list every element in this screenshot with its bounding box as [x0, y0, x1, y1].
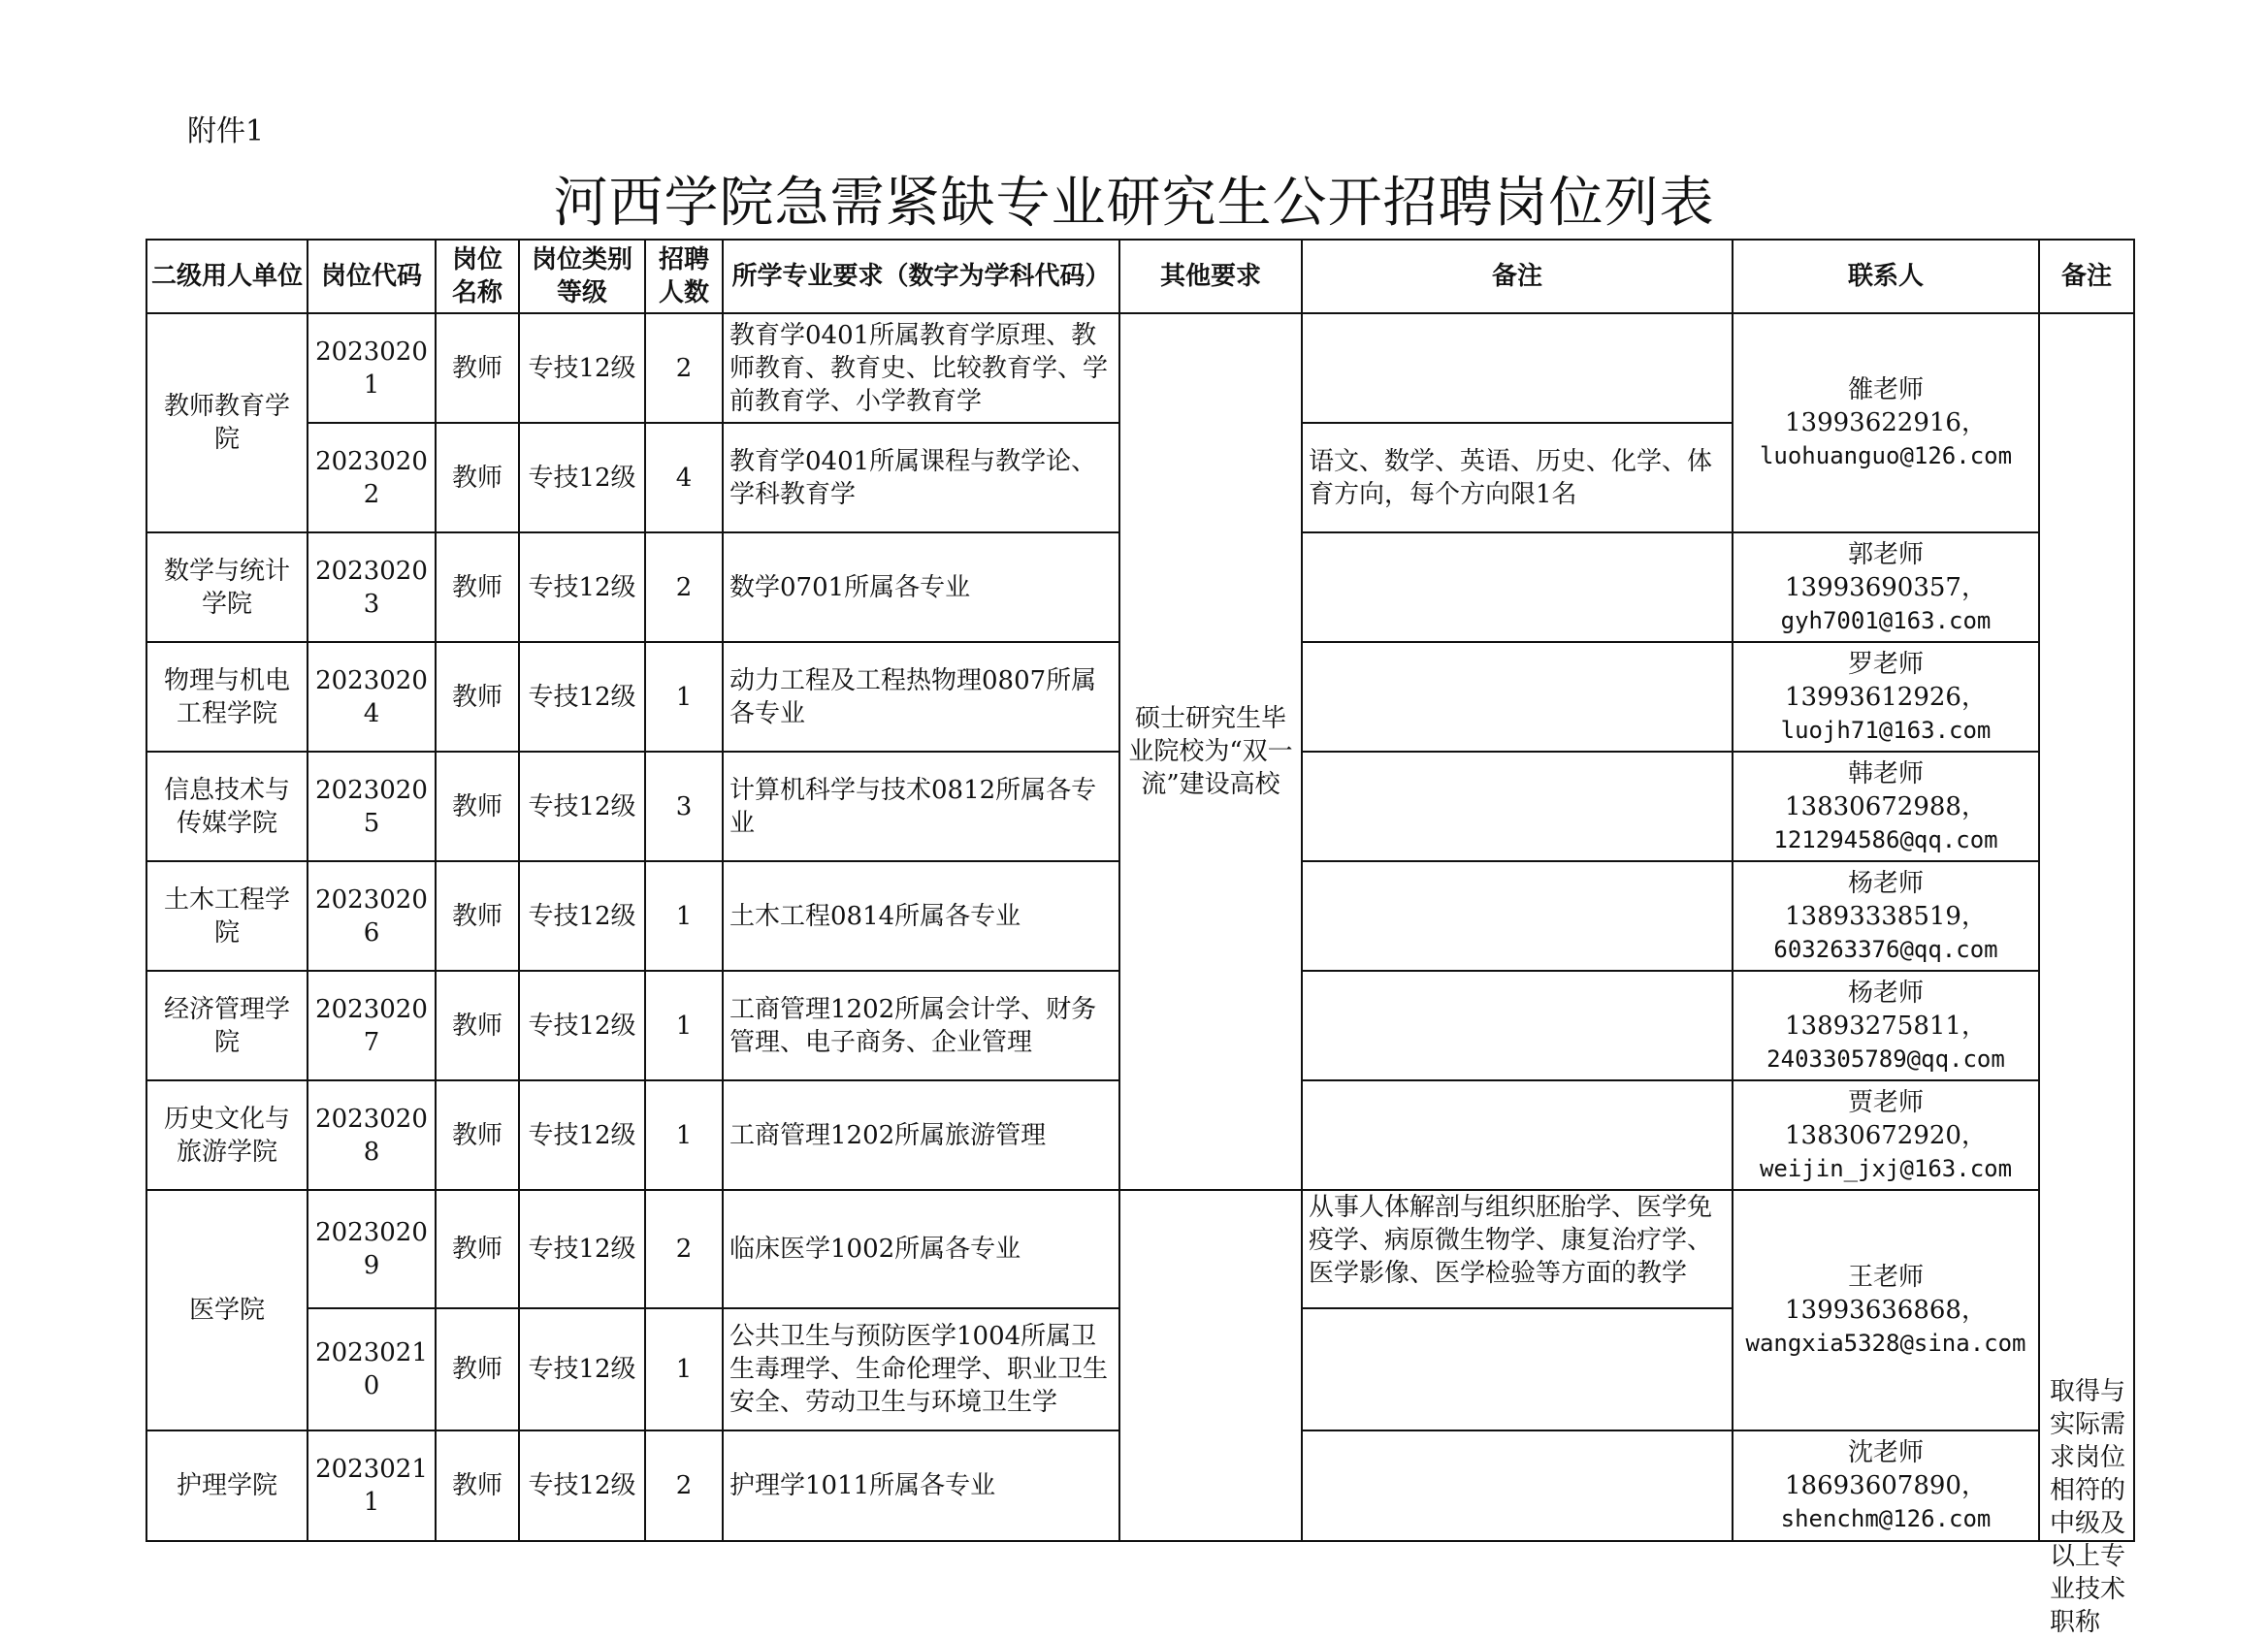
- header-row: [146, 240, 2134, 313]
- code-cell: 20230208: [308, 1080, 436, 1190]
- contact-email: luohuanguo@126.com: [1759, 442, 2013, 469]
- name-cell: 教师: [436, 971, 519, 1080]
- table-row: [146, 1190, 2134, 1308]
- contact-cell: [1733, 532, 2039, 642]
- level-cell: 专技12级: [519, 1190, 645, 1308]
- other-requirement-cell-empty: [1119, 1190, 1302, 1541]
- major-cell: 教育学0401所属教育学原理、教师教育、教育史、比较教育学、学前教育学、小学教育学: [723, 313, 1119, 423]
- contact-cell: [1733, 861, 2039, 971]
- level-cell: 专技12级: [519, 423, 645, 532]
- count-cell: 1: [645, 971, 723, 1080]
- contact-phone: 13993612926，: [1785, 682, 1987, 712]
- remark-text: 取得与实际需求岗位相符的中级及以上专业技术职称: [2050, 1377, 2126, 1637]
- contact-name: 沈老师: [1847, 1438, 1924, 1467]
- name-cell: 教师: [436, 1080, 519, 1190]
- code-cell: 20230210: [308, 1308, 436, 1430]
- code-cell: 20230202: [308, 423, 436, 532]
- contact-phone: 13993622916，: [1785, 408, 1987, 437]
- header-other: 其他要求: [1119, 240, 1302, 313]
- header-code: 岗位代码: [308, 240, 436, 313]
- unit-cell: 经济管理学院: [146, 971, 308, 1080]
- count-cell: 1: [645, 642, 723, 752]
- name-cell: 教师: [436, 642, 519, 752]
- name-cell: 教师: [436, 423, 519, 532]
- major-cell: 临床医学1002所属各专业: [723, 1190, 1119, 1308]
- code-cell: 20230204: [308, 642, 436, 752]
- code-cell: 20230207: [308, 971, 436, 1080]
- note-cell: [1302, 532, 1733, 642]
- count-cell: 1: [645, 861, 723, 971]
- header-major: 所学专业要求（数字为学科代码）: [723, 240, 1119, 313]
- header-level: 岗位类别等级: [519, 240, 645, 313]
- header-contact: 联系人: [1733, 240, 2039, 313]
- major-cell: 土木工程0814所属各专业: [723, 861, 1119, 971]
- name-cell: 教师: [436, 1190, 519, 1308]
- contact-email: shenchm@126.com: [1780, 1505, 1992, 1532]
- name-cell: 教师: [436, 1308, 519, 1430]
- code-cell: 20230203: [308, 532, 436, 642]
- major-cell: 护理学1011所属各专业: [723, 1430, 1119, 1541]
- contact-name: 贾老师: [1847, 1087, 1924, 1117]
- level-cell: 专技12级: [519, 752, 645, 861]
- name-cell: 教师: [436, 313, 519, 423]
- header-count: 招聘人数: [645, 240, 723, 313]
- contact-phone: 13993690357，: [1785, 572, 1987, 602]
- header-remark: 备注: [2039, 240, 2134, 313]
- note-cell: [1302, 642, 1733, 752]
- level-cell: 专技12级: [519, 642, 645, 752]
- contact-phone: 13993636868，: [1785, 1296, 1987, 1325]
- positions-table: [146, 239, 2135, 1637]
- level-cell: 专技12级: [519, 532, 645, 642]
- major-cell: 工商管理1202所属旅游管理: [723, 1080, 1119, 1190]
- contact-phone: 13830672920，: [1785, 1120, 1987, 1150]
- contact-name: 杨老师: [1847, 868, 1924, 898]
- note-cell: [1302, 971, 1733, 1080]
- contact-email: luojh71@163.com: [1780, 716, 1992, 744]
- unit-cell: 历史文化与旅游学院: [146, 1080, 308, 1190]
- contact-cell: [1733, 1430, 2039, 1541]
- unit-cell: 医学院: [146, 1190, 308, 1430]
- contact-phone: 18693607890，: [1785, 1471, 1987, 1500]
- count-cell: 3: [645, 752, 723, 861]
- contact-email: weijin_jxj@163.com: [1759, 1154, 2013, 1182]
- contact-cell: [1733, 1190, 2039, 1430]
- table-row: [146, 313, 2134, 423]
- header-name: 岗位名称: [436, 240, 519, 313]
- code-cell: 20230201: [308, 313, 436, 423]
- contact-name: 韩老师: [1847, 758, 1924, 788]
- code-cell: 20230205: [308, 752, 436, 861]
- contact-email: 121294586@qq.com: [1773, 825, 1998, 853]
- unit-cell: 土木工程学院: [146, 861, 308, 971]
- code-cell: 20230209: [308, 1190, 436, 1308]
- contact-name: 雒老师: [1847, 375, 1924, 404]
- major-cell: 工商管理1202所属会计学、财务管理、电子商务、企业管理: [723, 971, 1119, 1080]
- contact-email: wangxia5328@sina.com: [1745, 1330, 2026, 1357]
- contact-email: 603263376@qq.com: [1773, 935, 1998, 963]
- contact-email: 2403305789@qq.com: [1766, 1044, 2005, 1073]
- contact-phone: 13893275811，: [1785, 1011, 1987, 1041]
- contact-cell: [1733, 313, 2039, 532]
- unit-cell: 护理学院: [146, 1430, 308, 1541]
- unit-cell: 数学与统计学院: [146, 532, 308, 642]
- note-cell: [1302, 1430, 1733, 1541]
- unit-cell: 信息技术与传媒学院: [146, 752, 308, 861]
- name-cell: 教师: [436, 532, 519, 642]
- note-text: 从事人体解剖与组织胚胎学、医学免疫学、病原微生物学、康复治疗学、医学影像、医学检验等方面的教学: [1309, 1193, 1713, 1288]
- contact-cell: [1733, 971, 2039, 1080]
- note-cell: 语文、数学、英语、历史、化学、体育方向，每个方向限1名: [1302, 423, 1733, 532]
- header-unit: 二级用人单位: [146, 240, 308, 313]
- header-note: 备注: [1302, 240, 1733, 313]
- note-cell: [1302, 1190, 1733, 1308]
- contact-cell: [1733, 642, 2039, 752]
- note-cell: [1302, 1308, 1733, 1430]
- name-cell: 教师: [436, 1430, 519, 1541]
- count-cell: 4: [645, 423, 723, 532]
- code-cell: 20230206: [308, 861, 436, 971]
- level-cell: 专技12级: [519, 971, 645, 1080]
- count-cell: 1: [645, 1080, 723, 1190]
- count-cell: 2: [645, 532, 723, 642]
- level-cell: 专技12级: [519, 313, 645, 423]
- note-cell: [1302, 752, 1733, 861]
- contact-name: 郭老师: [1847, 539, 1924, 569]
- note-cell: [1302, 313, 1733, 423]
- note-cell: [1302, 861, 1733, 971]
- name-cell: 教师: [436, 861, 519, 971]
- major-cell: 公共卫生与预防医学1004所属卫生毒理学、生命伦理学、职业卫生安全、劳动卫生与环境卫生学: [723, 1308, 1119, 1430]
- level-cell: 专技12级: [519, 861, 645, 971]
- attachment-label: 附件1: [187, 114, 265, 148]
- name-cell: 教师: [436, 752, 519, 861]
- level-cell: 专技12级: [519, 1308, 645, 1430]
- count-cell: 2: [645, 1190, 723, 1308]
- contact-phone: 13893338519，: [1785, 901, 1987, 931]
- count-cell: 1: [645, 1308, 723, 1430]
- contact-name: 杨老师: [1847, 978, 1924, 1008]
- count-cell: 2: [645, 1430, 723, 1541]
- contact-email: gyh7001@163.com: [1780, 606, 1992, 634]
- level-cell: 专技12级: [519, 1430, 645, 1541]
- note-cell: [1302, 1080, 1733, 1190]
- unit-cell: 教师教育学院: [146, 313, 308, 532]
- major-cell: 教育学0401所属课程与教学论、学科教育学: [723, 423, 1119, 532]
- other-requirement-cell: 硕士研究生毕业院校为“双一流”建设高校: [1119, 313, 1302, 1190]
- major-cell: 数学0701所属各专业: [723, 532, 1119, 642]
- contact-name: 王老师: [1847, 1263, 1924, 1292]
- code-cell: 20230211: [308, 1430, 436, 1541]
- level-cell: 专技12级: [519, 1080, 645, 1190]
- remark-cell: [2039, 313, 2134, 1637]
- major-cell: 计算机科学与技术0812所属各专业: [723, 752, 1119, 861]
- contact-cell: [1733, 1080, 2039, 1190]
- unit-cell: 物理与机电工程学院: [146, 642, 308, 752]
- contact-cell: [1733, 752, 2039, 861]
- count-cell: 2: [645, 313, 723, 423]
- document-title: 河西学院急需紧缺专业研究生公开招聘岗位列表: [553, 172, 1715, 235]
- contact-phone: 13830672988，: [1785, 791, 1987, 821]
- major-cell: 动力工程及工程热物理0807所属各专业: [723, 642, 1119, 752]
- contact-name: 罗老师: [1847, 649, 1924, 679]
